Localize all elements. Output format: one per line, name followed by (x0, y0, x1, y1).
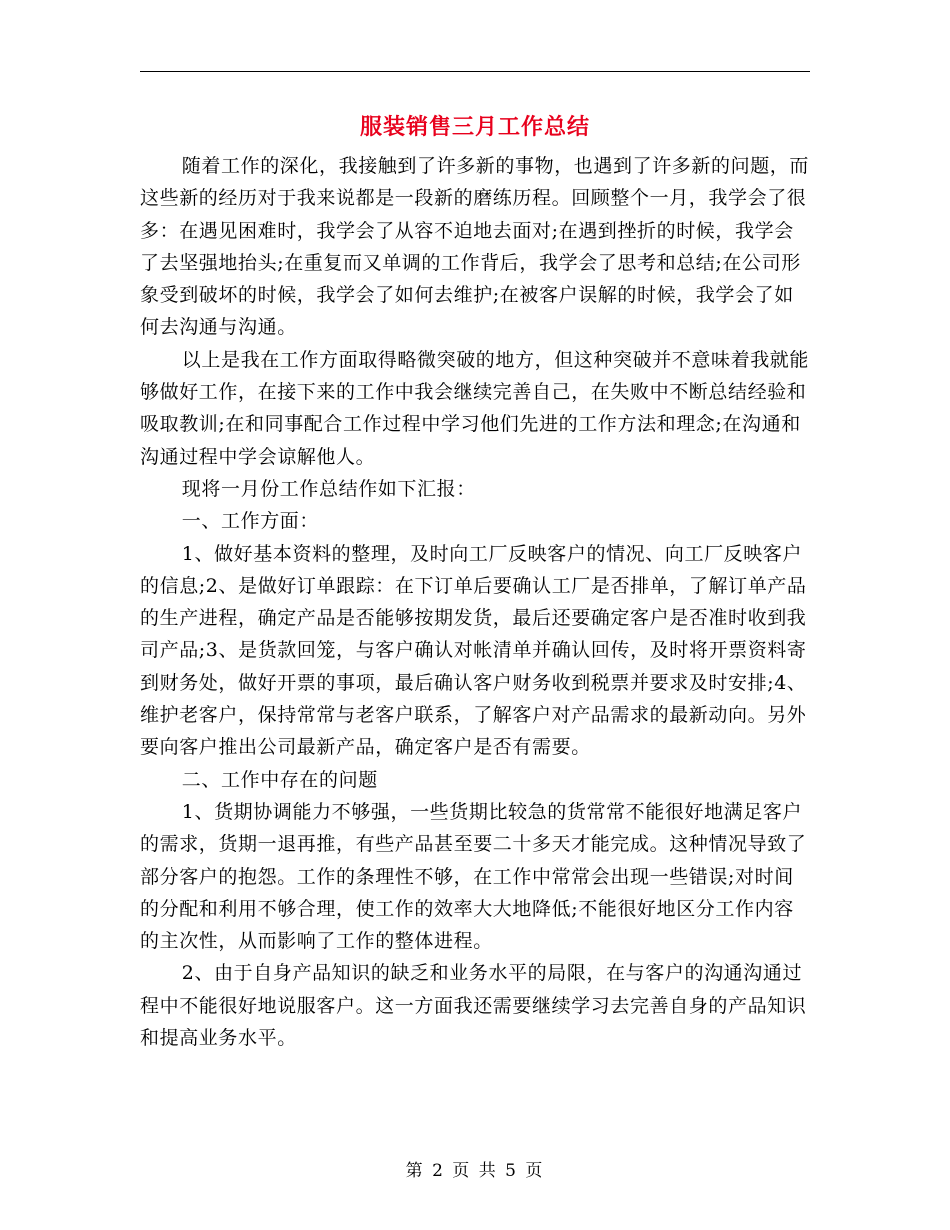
header-rule (140, 71, 810, 72)
paragraph-problem-2: 2、由于自身产品知识的缺乏和业务水平的局限，在与客户的沟通沟通过程中不能很好地说服客户。这一方面我还需要继续学习去完善自身的产品知识和提高业务水平。 (140, 962, 807, 1050)
paragraph-work-items: 1、做好基本资料的整理，及时向工厂反映客户的情况、向工厂反映客户的信息;2、是做好订单跟踪：在下订单后要确认工厂是否排单，了解订单产品的生产进程，确定产品是否能够按期发货，最后还要确定客户是否准时收到我司产品;3、是货款回笼，与客户确认对帐清单并确认回传，及时将开票资料寄到财务处，做好开票的事项，最后确认客户财务收到税票并要求及时安排;4、维护老客户，保持常常与老客户联系，了解客户对产品需求的最新动向。另外要向客户推出公司最新产品，确定客户是否有需要。 (140, 542, 807, 759)
document-title: 服装销售三月工作总结 (359, 114, 590, 140)
paragraph-report-lead: 现将一月份工作总结作如下汇报： (181, 477, 476, 500)
document-body (140, 150, 812, 1054)
paragraph-intro: 随着工作的深化，我接触到了许多新的事物，也遇到了许多新的问题，而这些新的经历对于我来说都是一段新的磨练历程。回顾整个一月，我学会了很多：在遇见困难时，我学会了从容不迫地去面对;在遇到挫折的时候，我学会了去坚强地抬头;在重复而又单调的工作背后，我学会了思考和总结;在公司形象受到破坏的时候，我学会了如何去维护;在被客户误解的时候，我学会了如何去沟通与沟通。 (140, 155, 809, 339)
page-indicator: 第 2 页 共 5 页 (405, 1161, 545, 1181)
section-heading-work: 一、工作方面： (181, 510, 319, 533)
section-heading-problems: 二、工作中存在的问题 (181, 768, 378, 791)
paragraph-breakthrough: 以上是我在工作方面取得略微突破的地方，但这种突破并不意味着我就能够做好工作，在接下来的工作中我会继续完善自己，在失败中不断总结经验和吸取教训;在和同事配合工作过程中学习他们先进的工作方法和理念;在沟通和沟通过程中学会谅解他人。 (140, 348, 809, 468)
paragraph-problem-1: 1、货期协调能力不够强，一些货期比较急的货常常不能很好地满足客户的需求，货期一退再推，有些产品甚至要二十多天才能完成。这种情况导致了部分客户的抱怨。工作的条理性不够，在工作中常常会出现一些错误;对时间的分配和利用不够合理，使工作的效率大大地降低;不能很好地区分工作内容的主次性，从而影响了工作的整体进程。 (140, 800, 807, 953)
